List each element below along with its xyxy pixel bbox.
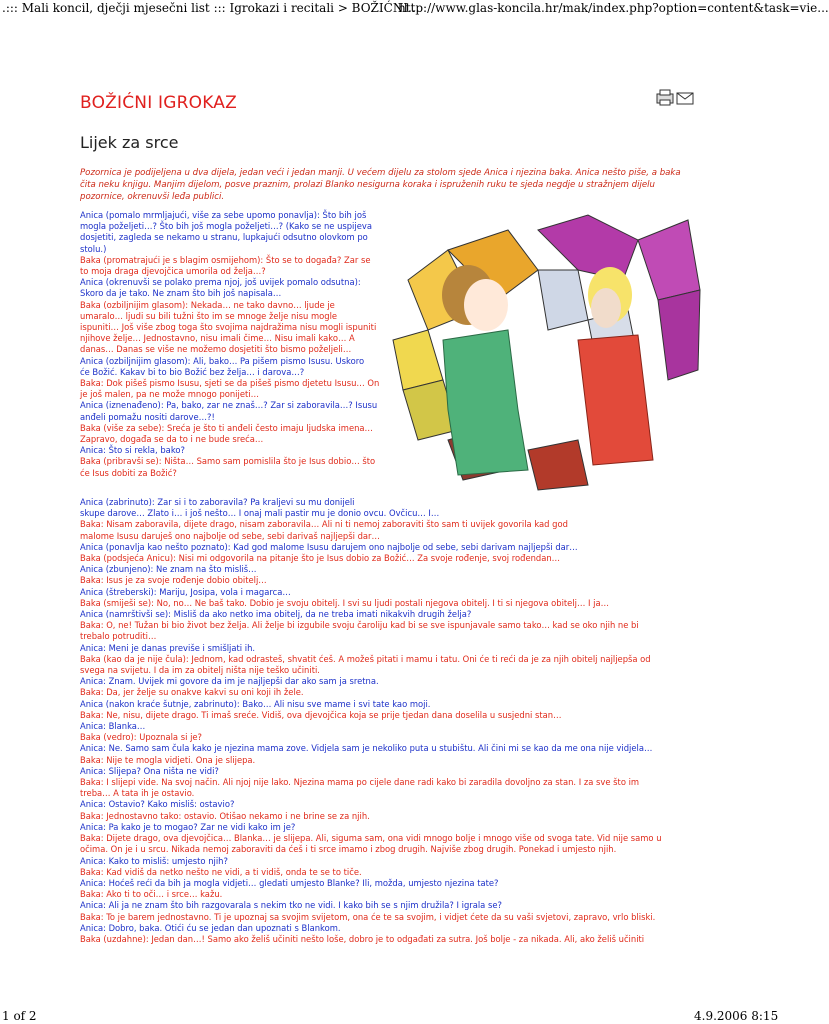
- dialogue-line-anica: Anica: Hoćeš reći da bih ja mogla vidjeti… gledati umjesto Blanke? Ili, možda, umjesto njezina tate?: [80, 877, 499, 888]
- dialogue-line-baka: njihove želje… Jednostavno, nisu imali čime… Nisu imali kako… A: [80, 333, 355, 344]
- browser-page-title: .::: Mali koncil, dječji mjesečni list ::: Igrokazi i recitali > BOŽIĆNI...: [2, 1, 420, 15]
- dialogue-line-anica: Anica: Što si rekla, bako?: [80, 445, 185, 456]
- dialogue-line-anica: anđeli pomažu nositi darove…?!: [80, 411, 215, 422]
- dialogue-line-baka: Baka: Ako ti to oči… i srce… kažu.: [80, 889, 223, 900]
- dialogue-line-baka: ispuniti… Još više zbog toga što svojima najdražima nisu mogli ispuniti: [80, 322, 377, 333]
- dialogue-line-anica: Anica: Dobro, baka. Otići ću se jedan dan upoznati s Blankom.: [80, 922, 341, 933]
- dialogue-line-anica: će Božić. Kakav bi to bio Božić bez želja… i darova…?: [80, 366, 305, 377]
- dialogue-line-baka: je još malen, pa ne može mnogo ponijeti…: [80, 389, 259, 400]
- dialogue-line-anica: Anica: Ne. Samo sam čula kako je njezina mama zove. Vidjela sam je nekoliko puta u stubištu. Ali čini mi se kao da me ona nije vidjela…: [80, 743, 653, 754]
- dialogue-line-anica: Anica (namrštivši se): Misliš da ako netko ima obitelj, da ne treba imati nikakvih drugih želja?: [80, 609, 472, 620]
- dialogue-line-baka: Baka (kao da je nije čula): Jednom, kad odrasteš, shvatit ćeš. A možeš pitati i mamu i tatu. Oni će ti reći da je za njih obitelj najljepša od: [80, 653, 651, 664]
- dialogue-line-anica: Anica: Pa kako je to mogao? Zar ne vidi kako im je?: [80, 821, 296, 832]
- dialogue-line-anica: Anica (okrenuvši se polako prema njoj, još uvijek pomalo odsutna):: [80, 277, 361, 288]
- dialogue-line-baka: Baka (vedro): Upoznala si je?: [80, 732, 203, 743]
- dialogue-line-baka: Zapravo, događa se da to i ne bude sreća…: [80, 434, 264, 445]
- dialogue-line-anica: Anica (nakon kraće šutnje, zabrinuto): Bako… Ali nisu sve mame i svi tate kao moji.: [80, 698, 431, 709]
- browser-url[interactable]: http://www.glas-koncila.hr/mak/index.php?option=content&task=vie...: [398, 1, 829, 15]
- dialogue-line-anica: Anica (pomalo mrmljajući, više za sebe upomo ponavlja): Što bih još: [80, 210, 367, 220]
- dialogue-line-anica: Anica: Ali ja ne znam što bih razgovarala s nekim tko ne vidi. I kako bih se s njim družila? I igrala se?: [80, 900, 502, 911]
- dialogue-line-baka: Baka (podsjeća Anicu): Nisi mi odgovorila na pitanje što je Isus dobio za Božić… Za svoje rođenje, svoj rođendan…: [80, 553, 561, 564]
- dialogue-line-anica: Anica: Ostavio? Kako misliš: ostavio?: [80, 799, 235, 810]
- dialogue-line-baka: Baka: I slijepi vide. Na svoj način. Ali njoj nije lako. Njezina mama po cijele dane radi kako bi zaradila dovoljno za stan. I za sve što im: [80, 777, 640, 788]
- article-subtitle: Lijek za srce: [80, 133, 179, 152]
- dialogue-line-anica: stolu.): [80, 243, 107, 254]
- dialogue-line-baka: Baka: Isus je za svoje rođenje dobio obitelj…: [80, 575, 267, 586]
- dialogue-line-baka: malome Isusu daruješ ono najbolje od sebe, sebi darivaš najljepši dar…: [80, 530, 380, 541]
- dialogue-line-baka: svega na svijetu. I da im za obitelj ništa nije teško učiniti.: [80, 665, 320, 676]
- dialogue-line-anica: Anica (ponavlja kao nešto poznato): Kad god malome Isusu darujem ono najbolje od sebe, sebi darivam najljepši dar…: [80, 541, 578, 552]
- dialogue-line-baka: Baka: Dok pišeš pismo Isusu, sjeti se da pišeš pismo djetetu Isusu… On: [80, 378, 380, 389]
- dialogue-line-baka: Baka (pribravši se): Ništa… Samo sam pomislila što je Isus dobio… što: [80, 456, 376, 467]
- dialogue-line-anica: Anica (ozbiljnijim glasom): Ali, bako… Pa pišem pismo Isusu. Uskoro: [80, 355, 365, 366]
- dialogue-line-baka: Baka (smiješi se): No, no… Ne baš tako. Dobio je svoju obitelj. I svi su ljudi postali njegova obitelj. I ti si njegova obitelj… I ja…: [80, 597, 609, 608]
- dialogue-line-baka: Baka: Nije te mogla vidjeti. Ona je slijepa.: [80, 754, 256, 765]
- dialogue-lower: [80, 497, 700, 945]
- dialogue-line-anica: dosjetiti, zagleda se nekamo u stranu, lupkajući odsutno olovkom po: [80, 232, 368, 243]
- dialogue-line-baka: Baka (uzdahne): Jedan dan…! Samo ako želiš učiniti nešto loše, dobro je to odgađati za sutra. Još bolje - za nikada. Ali, ako želiš učiniti: [80, 933, 645, 944]
- girl-left-figure: [442, 265, 528, 475]
- dialogue-line-baka: treba… A tata ih je ostavio.: [80, 788, 195, 799]
- print-icon[interactable]: [657, 90, 673, 105]
- article-title: BOŽIĆNI IGROKAZ: [80, 93, 237, 113]
- dialogue-line-anica: Anica: Kako to misliš: umjesto njih?: [80, 855, 228, 866]
- girl-right-figure: [578, 267, 653, 465]
- page-number: 1 of 2: [2, 1009, 37, 1023]
- dialogue-line-baka: Baka: Da, jer želje su onakve kakvi su oni koji ih žele.: [80, 687, 304, 698]
- dialogue-line-baka: trebalo potruditi…: [80, 631, 157, 642]
- dialogue-line-baka: Baka: Nisam zaboravila, dijete drago, nisam zaboravila… Ali ni ti nemoj zaboraviti što sam ti uvijek govorila kad god: [80, 519, 568, 530]
- dialogue-upper: [80, 210, 385, 479]
- dialogue-line-anica: Anica (zbunjeno): Ne znam na što misliš…: [80, 564, 257, 575]
- dialogue-line-baka: Baka: Kad vidiš da netko nešto ne vidi, a ti vidiš, onda te se to tiče.: [80, 866, 362, 877]
- dialogue-line-baka: danas… Danas se više ne možemo dosjetiti što bismo poželjeli…: [80, 344, 352, 355]
- dialogue-line-baka: Baka: To je barem jednostavno. Ti je upoznaj sa svojim svijetom, ona će te sa svojim, i vidjet ćete da su vaši svjetovi, zapravo, vrlo bliski.: [80, 911, 656, 922]
- dialogue-line-anica: Anica: Znam. Uvijek mi govore da im je najljepši dar ako sam ja sretna.: [80, 676, 379, 687]
- dialogue-line-baka: Baka: Jednostavno tako: ostavio. Otišao nekamo i ne brine se za njih.: [80, 810, 370, 821]
- dialogue-line-baka: to moja draga djevojčica umorila od želja…?: [80, 266, 266, 277]
- dialogue-line-anica: skupe darove… Zlato i… i još nešto… I onaj mali pastir mu je donio ovcu. Ovčicu… I…: [80, 508, 440, 519]
- print-datetime: 4.9.2006 8:15: [694, 1009, 779, 1023]
- dialogue-line-baka: Baka (više za sebe): Sreća je što ti anđeli često imaju ljudska imena…: [80, 422, 373, 433]
- dialogue-line-baka: Baka: Dijete drago, ova djevojčica… Blanka… je slijepa. Ali, siguma sam, ona vidi mnogo bolje i mnogo više od svoga tate. Vid nije samo u: [80, 833, 662, 844]
- dialogue-line-baka: Baka (ozbiljnijim glasom): Nekada… ne tako davno… ljude je: [80, 299, 335, 310]
- dialogue-line-anica: Anica (štreberski): Mariju, Josipa, vola i magarca…: [80, 586, 291, 597]
- dialogue-line-anica: Anica (zabrinuto): Zar si i to zaboravila? Pa kraljevi su mu donijeli: [80, 497, 355, 507]
- dialogue-line-baka: Baka (promatrajući je s blagim osmijehom): Što se to događa? Zar se: [80, 254, 371, 265]
- dialogue-line-baka: Baka: Ne, nisu, dijete drago. Ti imaš sreće. Vidiš, ova djevojčica koja se prije tjedan dana doselila u susjedni stan…: [80, 709, 562, 720]
- dialogue-line-baka: Baka: O, ne! Tužan bi bio život bez želja. Ali želje bi izgubile svoju čaroliju kad bi se sve ispunjavale samo tako… kad se oko njih ne bi: [80, 620, 639, 631]
- dialogue-line-anica: Anica: Slijepa? Ona ništa ne vidi?: [80, 765, 219, 776]
- dialogue-line-anica: Skoro da je tako. Ne znam što bih još napisala…: [80, 288, 282, 299]
- dialogue-line-baka: će Isus dobiti za Božić?: [80, 467, 177, 478]
- stage-directions: Pozornica je podijeljena u dva dijela, jedan veći i jedan manji. U većem dijelu za stolom sjede Anica i njezina baka. Anica nešto piše, a baka čita neku knjigu. Manjim dijelom, posve praznim, prolazi Blanko nesigurna koraka i ispruženih ruku te sjeda negdje u stražnjem dijelu pozornice, okrenuvši leđa publici.: [80, 168, 681, 202]
- email-icon[interactable]: [677, 93, 693, 104]
- illustration-two-girls: [388, 210, 702, 492]
- dialogue-line-anica: Anica: Meni je danas previše i smišljati ih.: [80, 642, 256, 653]
- dialogue-line-anica: Anica: Blanka…: [80, 721, 146, 732]
- dialogue-line-baka: umaralo… ljudi su bili tužni što im se mnoge želje nisu mogle: [80, 310, 338, 321]
- dialogue-line-baka: očima. On je i u srcu. Nikada nemoj zaboraviti da ćeš i ti srce imamo i zbog drugih. Najviše zbog drugih. Ponekad i umjesto njih.: [80, 844, 617, 855]
- dialogue-line-anica: Anica (iznenađeno): Pa, bako, zar ne znaš…? Zar si zaboravila…? Isusu: [80, 400, 378, 411]
- dialogue-line-anica: mogla poželjeti…? Što bih još mogla poželjeti…? (Kako se ne uspijeva: [80, 221, 372, 232]
- print-email-icons[interactable]: [656, 89, 694, 107]
